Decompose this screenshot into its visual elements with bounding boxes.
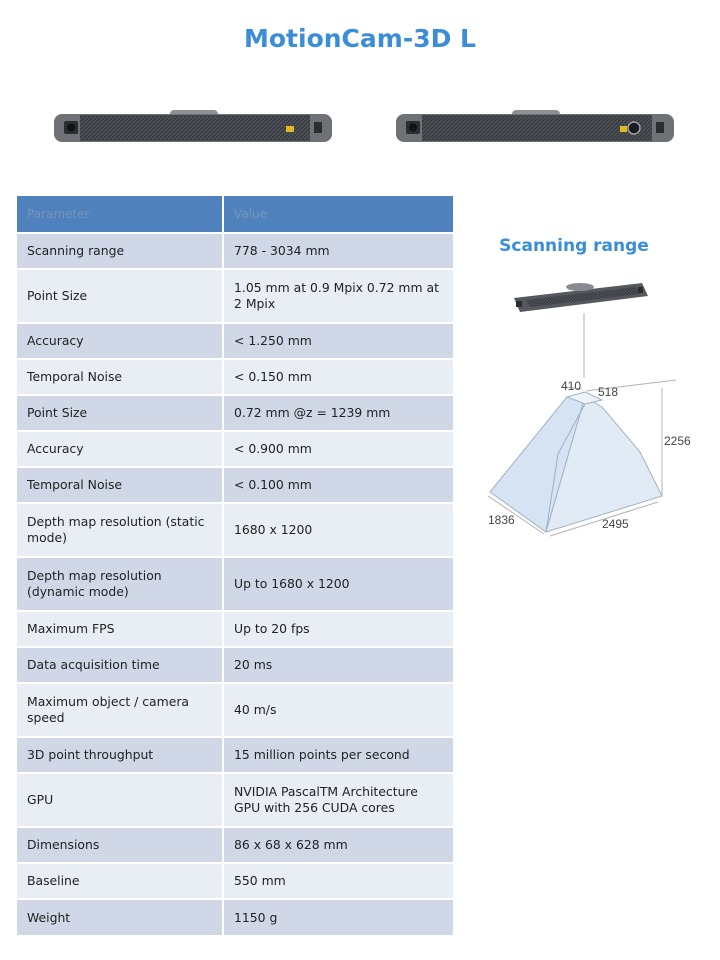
row-parameter: Weight <box>17 899 223 935</box>
table-row <box>17 899 453 935</box>
table-row <box>17 359 453 395</box>
table-row <box>17 863 453 899</box>
row-value: 1680 x 1200 <box>223 503 453 557</box>
row-value: 550 mm <box>223 863 453 899</box>
header-value: Value <box>223 196 453 233</box>
row-value: Up to 20 fps <box>223 611 453 647</box>
table-row <box>17 269 453 323</box>
row-parameter: Accuracy <box>17 323 223 359</box>
row-value: 15 million points per second <box>223 737 453 773</box>
table-row <box>17 233 453 269</box>
table-row <box>17 503 453 557</box>
row-parameter: 3D point throughput <box>17 737 223 773</box>
table-row <box>17 737 453 773</box>
row-value: 40 m/s <box>223 683 453 737</box>
table-row <box>17 557 453 611</box>
row-parameter: Data acquisition time <box>17 647 223 683</box>
dim-top-side: 518 <box>598 385 619 399</box>
table-row <box>17 683 453 737</box>
row-value: 1.05 mm at 0.9 Mpix 0.72 mm at 2 Mpix <box>223 269 453 323</box>
row-value: 1150 g <box>223 899 453 935</box>
row-parameter: Maximum object / camera speed <box>17 683 223 737</box>
row-parameter: Accuracy <box>17 431 223 467</box>
row-value: < 1.250 mm <box>223 323 453 359</box>
row-value: < 0.900 mm <box>223 431 453 467</box>
row-parameter: Scanning range <box>17 233 223 269</box>
page-title: MotionCam-3D L <box>244 24 476 53</box>
row-value: 86 x 68 x 628 mm <box>223 827 453 863</box>
row-value: NVIDIA PascalTM Architecture GPU with 256 CUDA cores <box>223 773 453 827</box>
row-parameter: Temporal Noise <box>17 359 223 395</box>
row-value: 0.72 mm @z = 1239 mm <box>223 395 453 431</box>
table-header-row <box>17 196 453 233</box>
row-parameter: Depth map resolution (dynamic mode) <box>17 557 223 611</box>
row-value: 20 ms <box>223 647 453 683</box>
row-parameter: Point Size <box>17 269 223 323</box>
table-row <box>17 647 453 683</box>
table-row <box>17 827 453 863</box>
scanning-range-title: Scanning range <box>499 236 649 256</box>
table-row <box>17 773 453 827</box>
table-row <box>17 611 453 647</box>
row-value: Up to 1680 x 1200 <box>223 557 453 611</box>
row-parameter: GPU <box>17 773 223 827</box>
device-image-left <box>52 108 334 146</box>
device-image-right <box>394 108 676 146</box>
row-value: < 0.150 mm <box>223 359 453 395</box>
header-parameter: Parameter <box>17 196 223 233</box>
scanning-range-diagram <box>470 270 700 540</box>
dim-bottom-front: 1836 <box>488 513 515 527</box>
table-row <box>17 395 453 431</box>
row-value: 778 - 3034 mm <box>223 233 453 269</box>
specs-table <box>17 196 453 935</box>
row-parameter: Point Size <box>17 395 223 431</box>
row-parameter: Depth map resolution (static mode) <box>17 503 223 557</box>
table-row <box>17 323 453 359</box>
row-parameter: Dimensions <box>17 827 223 863</box>
dim-bottom-side: 2495 <box>602 517 629 531</box>
table-row <box>17 431 453 467</box>
dim-height: 2256 <box>664 434 691 448</box>
row-parameter: Temporal Noise <box>17 467 223 503</box>
row-parameter: Maximum FPS <box>17 611 223 647</box>
dim-top-front: 410 <box>561 379 582 393</box>
row-value: < 0.100 mm <box>223 467 453 503</box>
scanning-frustum <box>490 392 662 532</box>
row-parameter: Baseline <box>17 863 223 899</box>
scanner-device-icon <box>514 283 648 312</box>
table-row <box>17 467 453 503</box>
